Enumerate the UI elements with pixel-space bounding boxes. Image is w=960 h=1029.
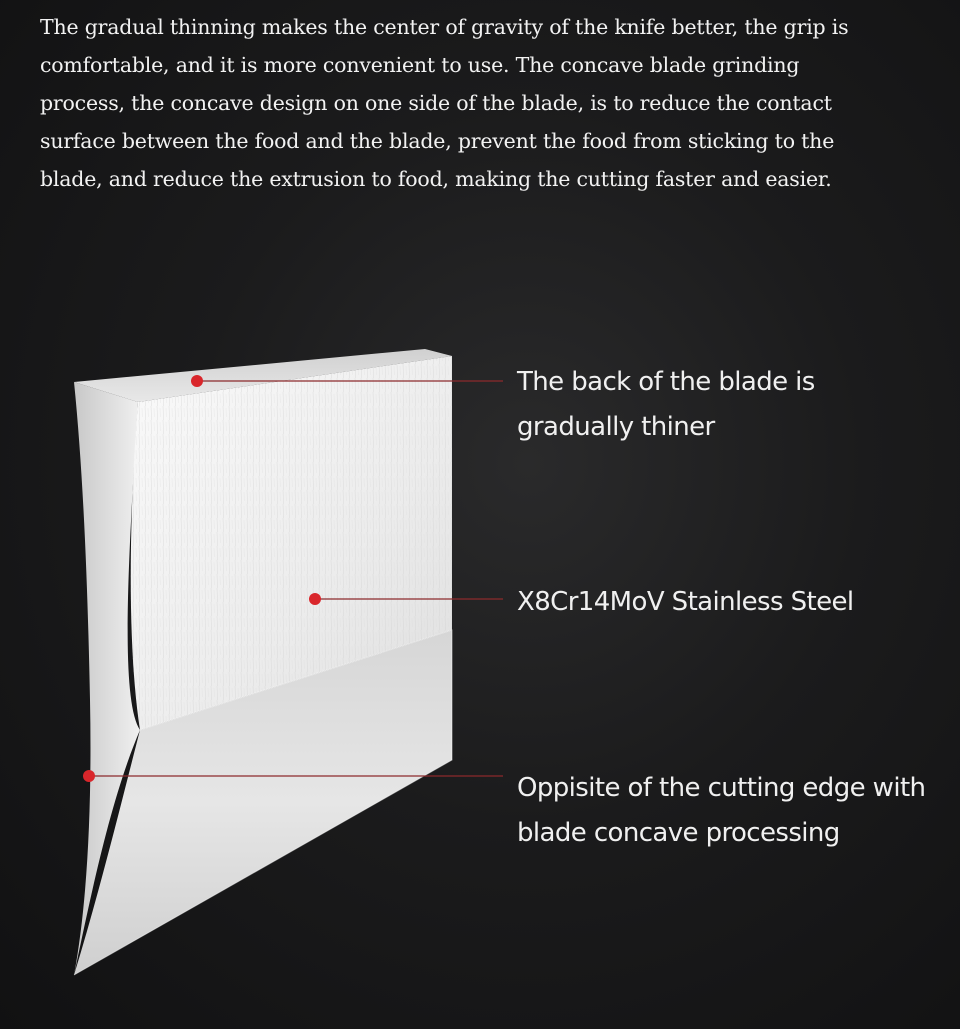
intro-line: comfortable, and it is more convenient to use. The concave blade grinding — [40, 53, 800, 77]
callout-text: The back of the blade is — [517, 367, 815, 397]
callout-text: gradually thiner — [517, 412, 715, 442]
intro-line: blade, and reduce the extrusion to food, making the cutting faster and easier. — [40, 167, 832, 191]
callout-back-of-blade — [517, 360, 937, 450]
callout-text: blade concave processing — [517, 818, 840, 848]
intro-line: The gradual thinning makes the center of gravity of the knife better, the grip is — [40, 15, 849, 39]
callout-text: Oppisite of the cutting edge with — [517, 773, 926, 803]
marker-dot — [309, 593, 321, 605]
intro-line: process, the concave design on one side of the blade, is to reduce the contact — [40, 91, 832, 115]
marker-dot — [83, 770, 95, 782]
callout-steel-type — [517, 580, 947, 625]
marker-dot — [191, 375, 203, 387]
callout-concave-edge — [517, 766, 947, 856]
intro-line: surface between the food and the blade, prevent the food from sticking to the — [40, 129, 835, 153]
callout-text: X8Cr14MoV Stainless Steel — [517, 587, 854, 617]
